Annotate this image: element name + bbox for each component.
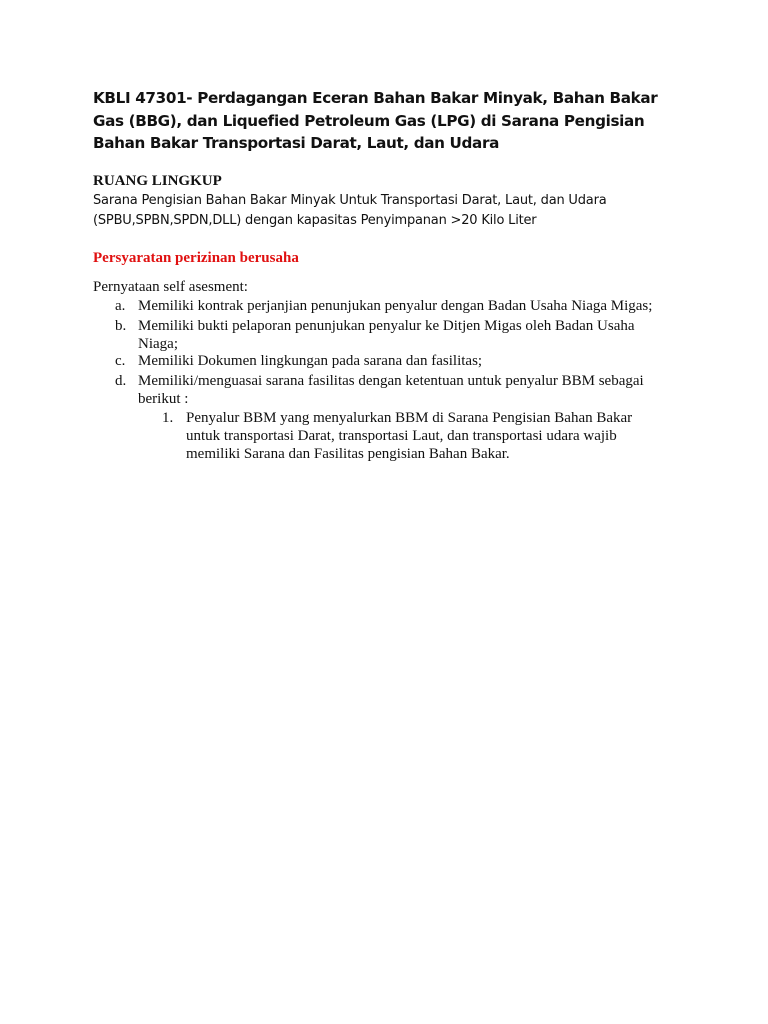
- list-marker: c.: [115, 353, 126, 369]
- list-marker: a.: [115, 298, 126, 314]
- scope-heading: RUANG LINGKUP: [93, 173, 222, 189]
- requirements-heading: Persyaratan perizinan berusaha: [93, 250, 299, 266]
- requirement-subtext: Penyalur BBM yang menyalurkan BBM di Sarana Pengisian Bahan Bakar untuk transportasi Darat, transportasi Laut, dan transportasi udara wajib memiliki Sarana dan Fasilitas pengisian Bahan Bakar.: [186, 410, 633, 462]
- requirement-text: Memiliki kontrak perjanjian penunjukan penyalur dengan Badan Usaha Niaga Migas;: [138, 298, 653, 314]
- list-marker: b.: [115, 318, 127, 334]
- self-assessment-label: Pernyataan self asesment:: [93, 279, 248, 295]
- requirement-text: Memiliki bukti pelaporan penunjukan penyalur ke Ditjen Migas oleh Badan Usaha Niaga;: [138, 318, 635, 352]
- requirement-text: Memiliki/menguasai sarana fasilitas dengan ketentuan untuk penyalur BBM sebagai berikut :: [138, 373, 644, 407]
- scope-description: Sarana Pengisian Bahan Bakar Minyak Untuk Transportasi Darat, Laut, dan Udara (SPBU,SPBN,SPDN,DLL) dengan kapasitas Penyimpanan >20 Kilo Liter: [93, 193, 607, 228]
- document-title: KBLI 47301- Perdagangan Eceran Bahan Bakar Minyak, Bahan Bakar Gas (BBG), dan Liquefied Petroleum Gas (LPG) di Sarana Pengisian Bahan Bakar Transportasi Darat, Laut, dan Udara: [93, 89, 658, 152]
- requirement-text: Memiliki Dokumen lingkungan pada sarana dan fasilitas;: [138, 353, 483, 369]
- list-marker: d.: [115, 373, 127, 389]
- list-marker: 1.: [162, 410, 174, 426]
